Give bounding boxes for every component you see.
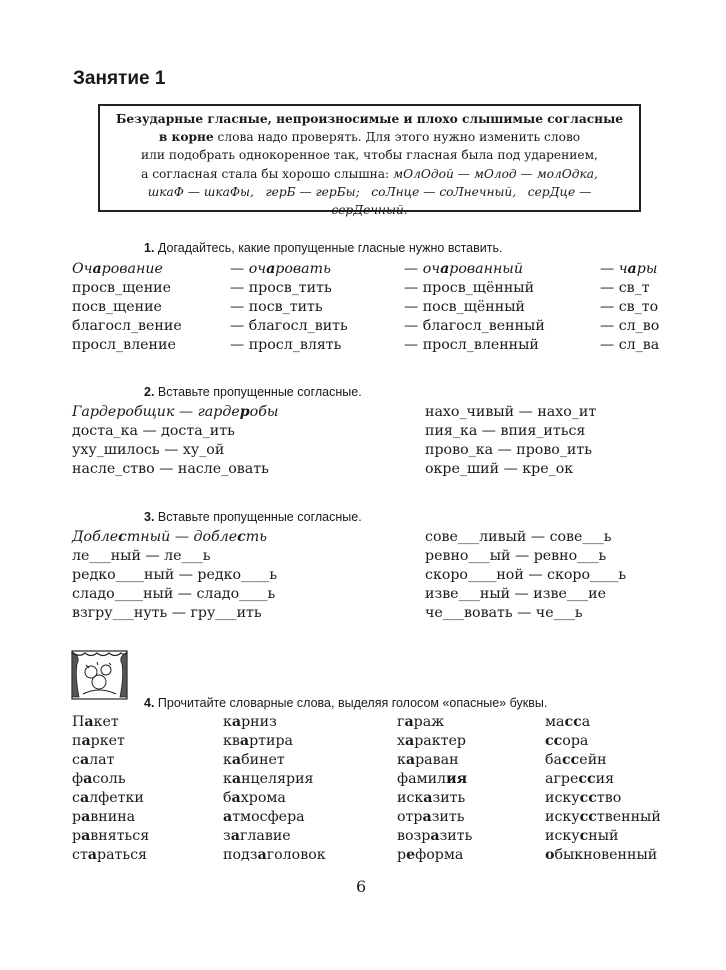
task1-number: 1. xyxy=(144,241,155,255)
vocab-word: салфетки xyxy=(72,790,144,806)
task1-instruction: Догадайтесь, какие пропущенные гласные нужно вставить. xyxy=(157,241,503,255)
vocab-word: бассейн xyxy=(545,752,607,768)
task3-heading xyxy=(144,510,362,524)
task2-left-item: уху_шилось — ху_ой xyxy=(72,442,225,458)
task1-word: — просл_влять xyxy=(230,337,342,353)
task3-right-item: сове___ливый — сове___ь xyxy=(425,529,612,545)
task1-word: благосл_вение xyxy=(72,318,182,334)
task1-example-c3: — очарованный xyxy=(404,261,524,277)
vocab-word: отразить xyxy=(397,809,465,825)
task1-word: — благосл_вить xyxy=(230,318,348,334)
task2-right-item: пия_ка — впия_иться xyxy=(425,423,586,439)
task4-heading xyxy=(144,696,547,710)
rule-line-2-bold: в корне xyxy=(158,130,214,145)
task1-example-c4: — чары xyxy=(600,261,658,277)
vocab-word: подзаголовок xyxy=(223,847,326,863)
vocab-word: караван xyxy=(397,752,459,768)
page-number: 6 xyxy=(356,877,367,896)
vocab-word: ссора xyxy=(545,733,589,749)
vocab-word: фасоль xyxy=(72,771,126,787)
theatre-curtain-icon xyxy=(71,650,128,700)
task4-number: 4. xyxy=(144,696,155,710)
vocab-word: характер xyxy=(397,733,466,749)
rule-example-2: шкаФ — шкаФы, герБ — герБы; соЛнце — соЛнечный, серДце — xyxy=(147,184,592,199)
task4-instruction: Прочитайте словарные слова, выделяя голосом «опасные» буквы. xyxy=(157,696,548,710)
vocab-word: обыкновенный xyxy=(545,847,658,863)
task1-word: — просв_тить xyxy=(230,280,332,296)
task2-right-item: окре_ший — кре_ок xyxy=(425,461,574,477)
vocab-word: реформа xyxy=(397,847,464,863)
task2-left-item: насле_ство — насле_овать xyxy=(72,461,269,477)
vocab-word: квартира xyxy=(223,733,293,749)
vocab-word: стараться xyxy=(72,847,148,863)
vocab-word: кабинет xyxy=(223,752,285,768)
task1-word: — просл_вленный xyxy=(404,337,539,353)
task2-left-item: доста_ка — доста_ить xyxy=(72,423,235,439)
vocab-word: равнина xyxy=(72,809,136,825)
task3-right-item: скоро____ной — скоро____ь xyxy=(425,567,627,583)
task1-word: просв_щение xyxy=(72,280,172,296)
vocab-word: масса xyxy=(545,714,591,730)
task3-left-item: взгру___нуть — гру___ить xyxy=(72,605,262,621)
vocab-word: агрессия xyxy=(545,771,615,787)
task2-right-item: прово_ка — прово_ить xyxy=(425,442,592,458)
task1-word: — св_т xyxy=(600,280,650,296)
vocab-word: гараж xyxy=(397,714,445,730)
vocab-word: исказить xyxy=(397,790,466,806)
task3-right-item: че___вовать — че___ь xyxy=(425,605,583,621)
vocab-word: фамилия xyxy=(397,771,468,787)
task2-instruction: Вставьте пропущенные согласные. xyxy=(157,385,362,399)
task2-heading xyxy=(144,385,362,399)
task1-word: — сл_ва xyxy=(600,337,660,353)
lesson-title: Занятие 1 xyxy=(73,68,166,89)
task1-word: — посв_щённый xyxy=(404,299,525,315)
task3-number: 3. xyxy=(144,510,155,524)
vocab-word: Пакет xyxy=(72,714,119,730)
task1-word: — просв_щённый xyxy=(404,280,535,296)
task3-left-item: ле___ный — ле___ь xyxy=(72,548,211,564)
task1-example-c2: — очаровать xyxy=(230,261,331,277)
vocab-word: искусственный xyxy=(545,809,661,825)
task1-word: — сл_во xyxy=(600,318,660,334)
task3-right-item: изве___ный — изве___ие xyxy=(425,586,606,602)
vocab-word: заглавие xyxy=(223,828,291,844)
rule-box xyxy=(98,104,641,218)
task2-number: 2. xyxy=(144,385,155,399)
task2-example: Гардеробщик — гардеробы xyxy=(72,404,279,420)
rule-text xyxy=(114,110,625,219)
vocab-word: паркет xyxy=(72,733,125,749)
vocab-word: карниз xyxy=(223,714,277,730)
task3-left-item: редко____ный — редко____ь xyxy=(72,567,278,583)
vocab-word: бахрома xyxy=(223,790,286,806)
task1-example-c1: Очарование xyxy=(72,261,163,277)
task1-word: просл_вление xyxy=(72,337,176,353)
vocab-word: возразить xyxy=(397,828,473,844)
vocab-word: искусный xyxy=(545,828,619,844)
vocab-word: атмосфера xyxy=(223,809,305,825)
task3-left-item: сладо____ный — сладо____ь xyxy=(72,586,276,602)
task1-word: — посв_тить xyxy=(230,299,323,315)
rule-line-2: слова надо проверять. Для этого нужно изменить слово xyxy=(213,130,581,145)
task3-instruction: Вставьте пропущенные согласные. xyxy=(157,510,362,524)
task1-word: — благосл_венный xyxy=(404,318,545,334)
task3-example: Доблестный — доблесть xyxy=(72,529,267,545)
task1-word: посв_щение xyxy=(72,299,162,315)
vocab-word: искусство xyxy=(545,790,622,806)
task1-heading xyxy=(144,241,502,255)
rule-line-1: Безударные гласные, непроизносимые и плохо слышимые согласные xyxy=(115,112,624,126)
task1-word: — св_то xyxy=(600,299,659,315)
task2-right-item: нахо_чивый — нахо_ит xyxy=(425,404,597,420)
task3-right-item: ревно___ый — ревно___ь xyxy=(425,548,607,564)
rule-line-3: или подобрать однокоренное так, чтобы гласная была под ударением, xyxy=(141,148,598,163)
rule-line-4: а согласная стала бы хорошо слышна: xyxy=(141,166,394,181)
vocab-word: равняться xyxy=(72,828,150,844)
vocab-word: салат xyxy=(72,752,115,768)
rule-example-3: серДечный. xyxy=(331,203,408,218)
vocab-word: канцелярия xyxy=(223,771,314,787)
rule-example-1: мОлОдой — мОлод — молОдка, xyxy=(393,166,598,181)
